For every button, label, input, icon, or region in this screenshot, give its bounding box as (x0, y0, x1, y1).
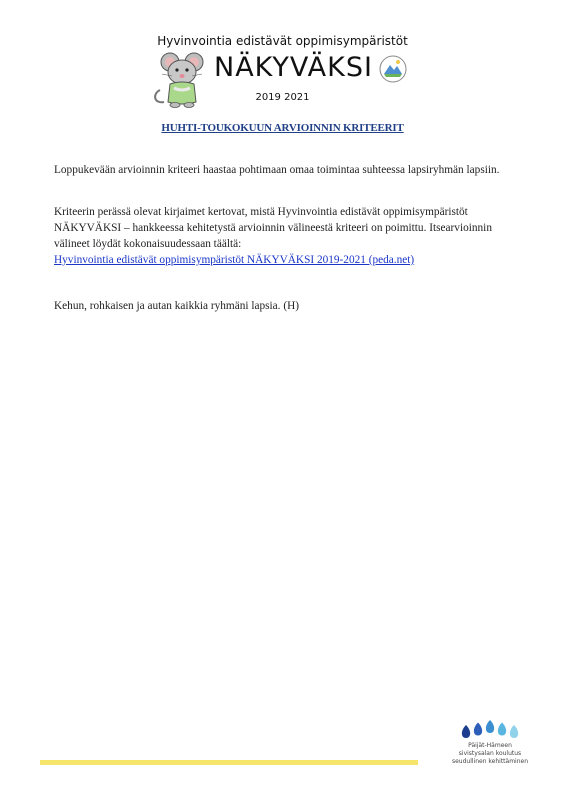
org-line-2: sivistysalan koulutus (458, 750, 522, 757)
droplet-icon (474, 723, 482, 736)
org-line-3: seudullinen kehittäminen (451, 758, 529, 765)
peda-net-link[interactable]: Hyvinvointia edistävät oppimisympäristöt NÄKYVÄKSI 2019-2021 (peda.net) (54, 254, 415, 266)
droplet-icon (498, 723, 506, 736)
droplet-icon (510, 725, 518, 738)
droplet-icon (486, 720, 494, 733)
organization-name (440, 742, 540, 766)
droplets-icon (458, 718, 522, 742)
footer-bar (40, 760, 418, 765)
header-subtitle: Hyvinvointia edistävät oppimisympäristöt (157, 34, 408, 48)
explanation-text: Kriteerin perässä olevat kirjaimet kertovat, mistä Hyvinvointia edistävät oppimisympäristöt NÄKYVÄKSI – hankkeessa kehitetystä arvioinnin välineestä kriteeri on poimittu. Itsearvioinnin välineet löydät kokonaisuudessaan täältä: (54, 206, 492, 250)
project-badge-icon (378, 54, 408, 84)
criterion-text: Kehun, rohkaisen ja autan kaikkia ryhmäni lapsia. (H) (54, 300, 300, 312)
explanation-paragraph (54, 204, 509, 268)
droplet-icon (462, 725, 470, 738)
organization-logo (440, 718, 540, 782)
document-heading: HUHTI-TOUKOKUUN ARVIOINNIN KRITEERIT (161, 122, 404, 134)
intro-paragraph: Loppukevään arvioinnin kriteeri haastaa pohtimaan omaa toimintaa suhteessa lapsiryhmän lapsiin. (54, 164, 500, 176)
brand-title: NÄKYVÄKSI (214, 52, 373, 83)
org-line-1: Päijät-Hämeen (468, 742, 512, 749)
years: 2019 2021 (255, 92, 310, 103)
